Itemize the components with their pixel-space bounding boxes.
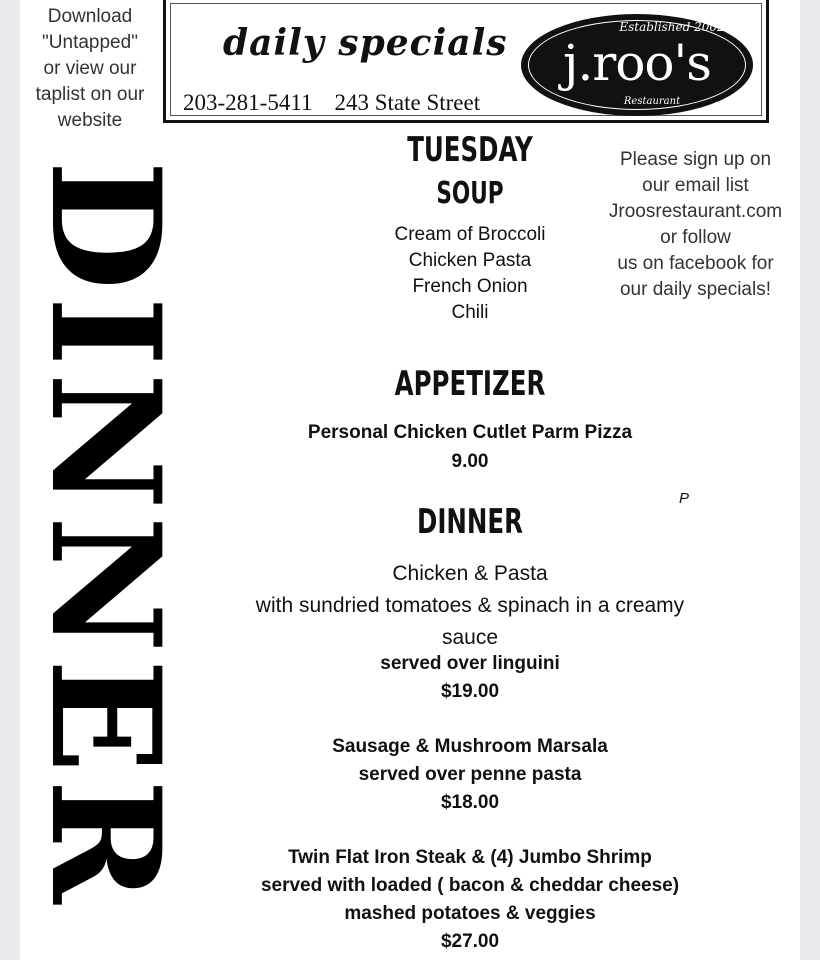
dinner-item-line: sauce: [441, 626, 499, 649]
signup-note: [598, 147, 793, 303]
dinner-item-1-details: [220, 650, 720, 706]
logo-established: Established 2002: [619, 20, 725, 34]
dinner-item-name: Sausage & Mushroom Marsala: [332, 736, 608, 757]
download-note-line: website: [57, 110, 123, 131]
dinner-item-2: [220, 733, 720, 817]
logo-subtitle: Restaurant: [623, 96, 681, 107]
dinner-item-line: with sundried tomatoes & spinach in a creamy: [255, 594, 685, 617]
dinner-item-price: $19.00: [440, 681, 500, 702]
list-item: Cream of Broccoli: [394, 224, 546, 245]
list-item: French Onion: [412, 276, 528, 297]
dinner-item-served: served with loaded ( bacon & cheddar cheese): [260, 875, 680, 896]
day-heading: TUESDAY: [407, 130, 533, 170]
page-title: daily specials: [223, 22, 508, 64]
restaurant-logo: [521, 14, 753, 116]
dinner-item-1-description: [220, 558, 720, 654]
vertical-dinner-banner: [17, 140, 205, 930]
appetizer-item: [220, 418, 720, 476]
download-note-line: "Untapped": [42, 32, 138, 53]
list-item: Chili: [451, 302, 489, 323]
dinner-heading: DINNER: [417, 502, 523, 542]
dinner-item-price: $18.00: [440, 792, 500, 813]
download-note-line: taplist on our: [35, 84, 145, 105]
download-note-line: Download: [47, 6, 133, 27]
signup-line: us on facebook for: [617, 253, 774, 274]
signup-line: our daily specials!: [619, 279, 772, 300]
appetizer-heading: APPETIZER: [394, 364, 546, 404]
street-address: 243 State Street: [334, 90, 481, 115]
header-banner: [163, 0, 769, 123]
vertical-dinner-text: DINNER: [17, 160, 193, 910]
dinner-item-served: served over penne pasta: [358, 764, 582, 785]
dinner-item-line: Chicken & Pasta: [392, 562, 548, 585]
dinner-item-price: $27.00: [440, 931, 500, 952]
appetizer-price: 9.00: [451, 451, 489, 472]
appetizer-name: Personal Chicken Cutlet Parm Pizza: [307, 422, 633, 443]
soup-heading: SOUP: [436, 176, 504, 211]
list-item: Chicken Pasta: [408, 250, 532, 271]
signup-line: Please sign up on: [619, 149, 772, 170]
contact-line: [183, 90, 480, 116]
dinner-item-served: served over linguini: [380, 653, 560, 674]
signup-line: our email list: [642, 175, 749, 196]
logo-name: j.roo's: [563, 34, 711, 92]
download-note: [28, 4, 152, 134]
dinner-item-sides: mashed potatoes & veggies: [344, 903, 596, 924]
download-note-line: or view our: [43, 58, 137, 79]
signup-line: or follow: [660, 227, 731, 248]
dinner-item-name: Twin Flat Iron Steak & (4) Jumbo Shrimp: [288, 847, 652, 868]
phone-number: 203-281-5411: [183, 90, 313, 115]
header-inner-border: [170, 3, 762, 116]
stray-mark: P: [679, 490, 690, 507]
dinner-item-3: [220, 844, 720, 956]
signup-line: Jroosrestaurant.com: [608, 201, 783, 222]
